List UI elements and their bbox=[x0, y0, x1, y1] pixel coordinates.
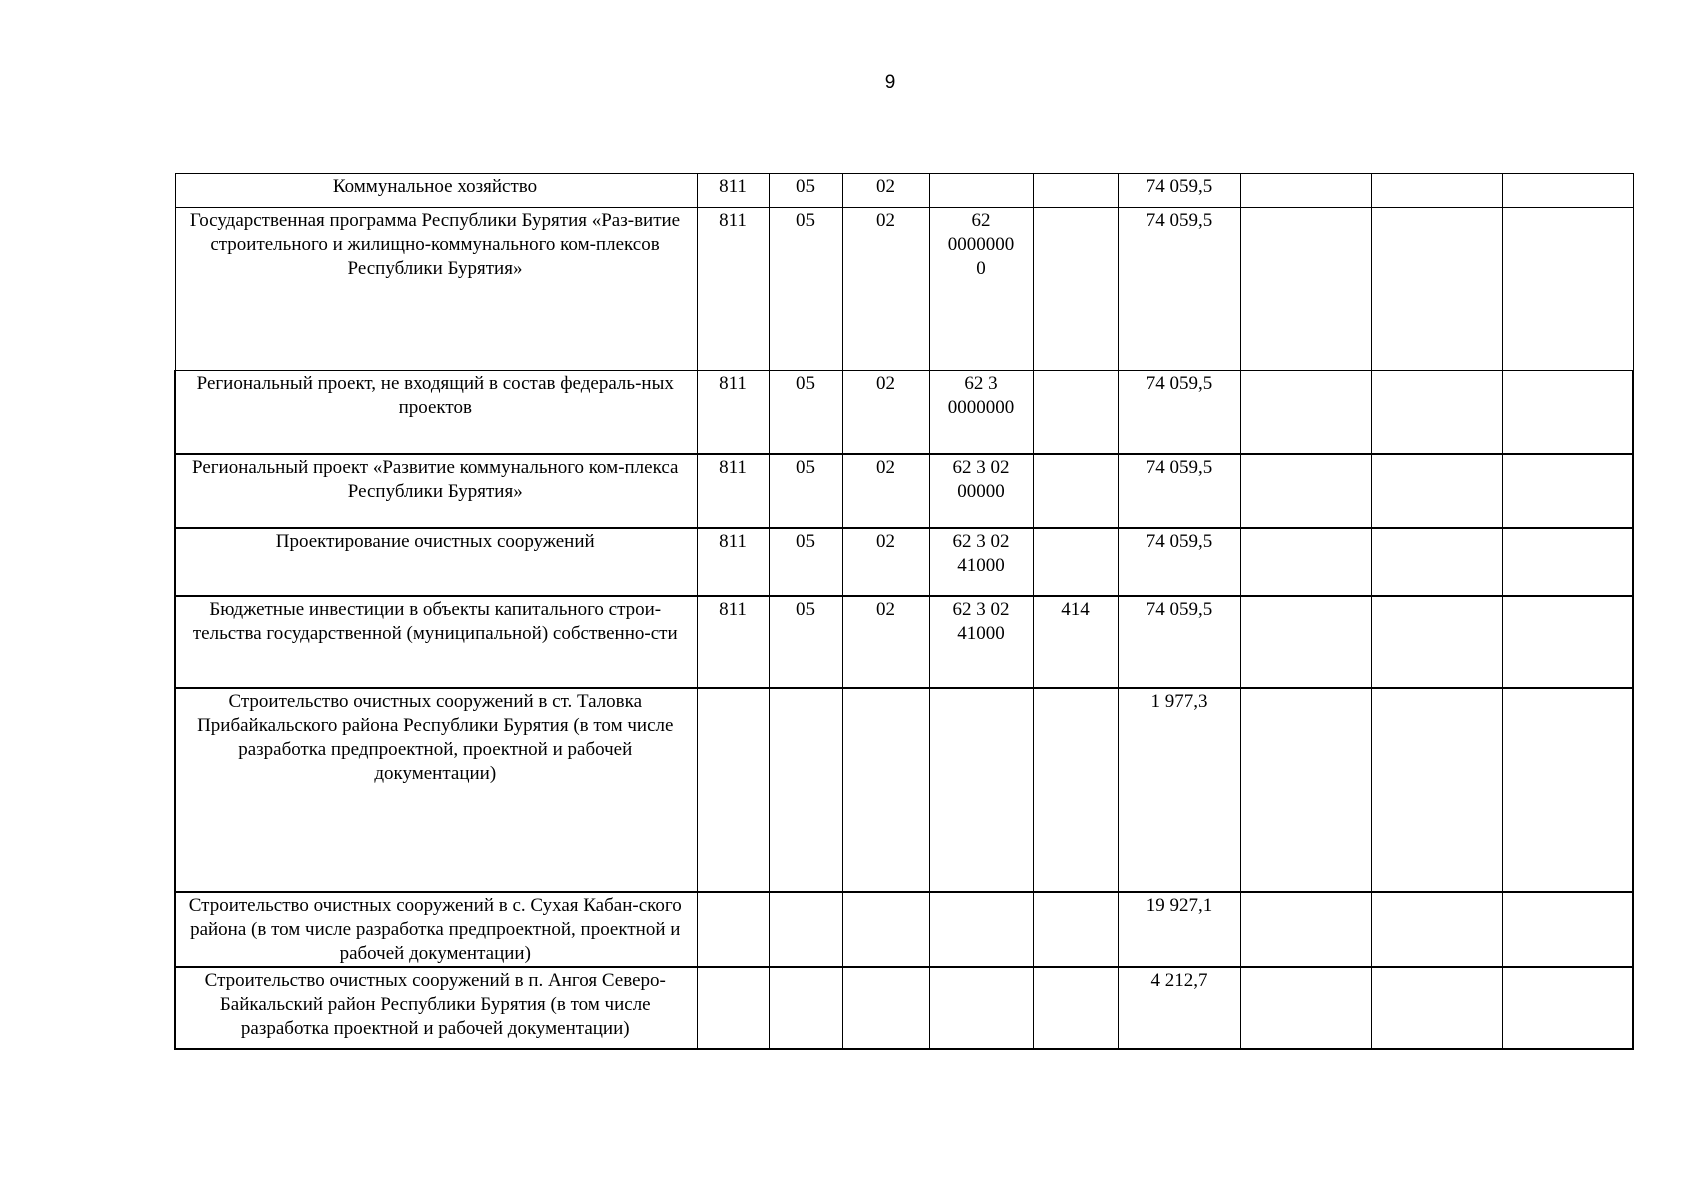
row-name: Строительство очистных сооружений в с. Сухая Кабан-ского района (в том числе разработка предпроектной, проектной и рабочей документации) bbox=[175, 892, 697, 967]
empty-cell bbox=[1502, 892, 1633, 967]
target-article-code: 62 3 02 00000 bbox=[929, 454, 1033, 528]
subsection-code bbox=[842, 688, 929, 892]
empty-cell bbox=[1502, 174, 1633, 208]
table-row bbox=[175, 371, 1633, 454]
section-code: 05 bbox=[769, 528, 842, 596]
row-name: Коммунальное хозяйство bbox=[175, 174, 697, 208]
empty-cell bbox=[1240, 528, 1371, 596]
amount: 74 059,5 bbox=[1118, 596, 1240, 688]
budget-table bbox=[174, 173, 1634, 1050]
ved-code: 811 bbox=[697, 371, 769, 454]
empty-cell bbox=[1240, 371, 1371, 454]
table-row bbox=[175, 596, 1633, 688]
table-row bbox=[175, 892, 1633, 967]
subsection-code: 02 bbox=[842, 208, 929, 371]
amount: 74 059,5 bbox=[1118, 371, 1240, 454]
expense-type-code bbox=[1033, 174, 1118, 208]
page-number: 9 bbox=[884, 72, 896, 93]
ved-code: 811 bbox=[697, 528, 769, 596]
target-article-code: 62 3 02 41000 bbox=[929, 528, 1033, 596]
subsection-code: 02 bbox=[842, 371, 929, 454]
amount: 4 212,7 bbox=[1118, 967, 1240, 1049]
empty-cell bbox=[1240, 208, 1371, 371]
empty-cell bbox=[1371, 596, 1502, 688]
subsection-code: 02 bbox=[842, 596, 929, 688]
empty-cell bbox=[1371, 174, 1502, 208]
section-code bbox=[769, 892, 842, 967]
subsection-code bbox=[842, 967, 929, 1049]
ved-code: 811 bbox=[697, 596, 769, 688]
amount: 1 977,3 bbox=[1118, 688, 1240, 892]
subsection-code: 02 bbox=[842, 454, 929, 528]
section-code: 05 bbox=[769, 371, 842, 454]
empty-cell bbox=[1502, 688, 1633, 892]
empty-cell bbox=[1502, 454, 1633, 528]
expense-type-code bbox=[1033, 371, 1118, 454]
amount: 74 059,5 bbox=[1118, 174, 1240, 208]
empty-cell bbox=[1502, 528, 1633, 596]
target-article-code bbox=[929, 688, 1033, 892]
target-article-code bbox=[929, 892, 1033, 967]
amount: 74 059,5 bbox=[1118, 454, 1240, 528]
expense-type-code: 414 bbox=[1033, 596, 1118, 688]
empty-cell bbox=[1371, 454, 1502, 528]
row-name: Строительство очистных сооружений в п. Ангоя Северо-Байкальский район Республики Бурятия (в том числе разработка проектной и рабочей документации) bbox=[175, 967, 697, 1049]
amount: 74 059,5 bbox=[1118, 528, 1240, 596]
empty-cell bbox=[1502, 371, 1633, 454]
row-name: Государственная программа Республики Бурятия «Раз-витие строительного и жилищно-коммунального ком-плексов Республики Бурятия» bbox=[175, 208, 697, 371]
empty-cell bbox=[1240, 967, 1371, 1049]
empty-cell bbox=[1240, 174, 1371, 208]
ved-code bbox=[697, 967, 769, 1049]
table-row bbox=[175, 688, 1633, 892]
section-code: 05 bbox=[769, 208, 842, 371]
ved-code bbox=[697, 688, 769, 892]
subsection-code: 02 bbox=[842, 174, 929, 208]
expense-type-code bbox=[1033, 528, 1118, 596]
section-code: 05 bbox=[769, 454, 842, 528]
row-name: Региональный проект, не входящий в состав федераль-ных проектов bbox=[175, 371, 697, 454]
row-name: Строительство очистных сооружений в ст. Таловка Прибайкальского района Республики Бурятия (в том числе разработка предпроектной, проектной и рабочей документации) bbox=[175, 688, 697, 892]
row-name: Бюджетные инвестиции в объекты капитального строи-тельства государственной (муниципальной) собственно-сти bbox=[175, 596, 697, 688]
expense-type-code bbox=[1033, 688, 1118, 892]
target-article-code: 62 0000000 0 bbox=[929, 208, 1033, 371]
subsection-code bbox=[842, 892, 929, 967]
table-row bbox=[175, 208, 1633, 371]
expense-type-code bbox=[1033, 208, 1118, 371]
section-code: 05 bbox=[769, 596, 842, 688]
ved-code: 811 bbox=[697, 454, 769, 528]
subsection-code: 02 bbox=[842, 528, 929, 596]
amount: 19 927,1 bbox=[1118, 892, 1240, 967]
target-article-code bbox=[929, 967, 1033, 1049]
empty-cell bbox=[1371, 967, 1502, 1049]
expense-type-code bbox=[1033, 892, 1118, 967]
table-row bbox=[175, 967, 1633, 1049]
amount: 74 059,5 bbox=[1118, 208, 1240, 371]
empty-cell bbox=[1371, 892, 1502, 967]
empty-cell bbox=[1240, 454, 1371, 528]
empty-cell bbox=[1240, 892, 1371, 967]
empty-cell bbox=[1502, 208, 1633, 371]
target-article-code bbox=[929, 174, 1033, 208]
target-article-code: 62 3 0000000 bbox=[929, 371, 1033, 454]
empty-cell bbox=[1240, 688, 1371, 892]
empty-cell bbox=[1502, 967, 1633, 1049]
ved-code bbox=[697, 892, 769, 967]
empty-cell bbox=[1240, 596, 1371, 688]
section-code bbox=[769, 688, 842, 892]
table-row bbox=[175, 528, 1633, 596]
table-row bbox=[175, 454, 1633, 528]
ved-code: 811 bbox=[697, 208, 769, 371]
table-row bbox=[175, 174, 1633, 208]
section-code bbox=[769, 967, 842, 1049]
empty-cell bbox=[1371, 208, 1502, 371]
row-name: Региональный проект «Развитие коммунального ком-плекса Республики Бурятия» bbox=[175, 454, 697, 528]
empty-cell bbox=[1371, 688, 1502, 892]
row-name: Проектирование очистных сооружений bbox=[175, 528, 697, 596]
expense-type-code bbox=[1033, 967, 1118, 1049]
expense-type-code bbox=[1033, 454, 1118, 528]
empty-cell bbox=[1371, 371, 1502, 454]
empty-cell bbox=[1502, 596, 1633, 688]
empty-cell bbox=[1371, 528, 1502, 596]
ved-code: 811 bbox=[697, 174, 769, 208]
target-article-code: 62 3 02 41000 bbox=[929, 596, 1033, 688]
section-code: 05 bbox=[769, 174, 842, 208]
